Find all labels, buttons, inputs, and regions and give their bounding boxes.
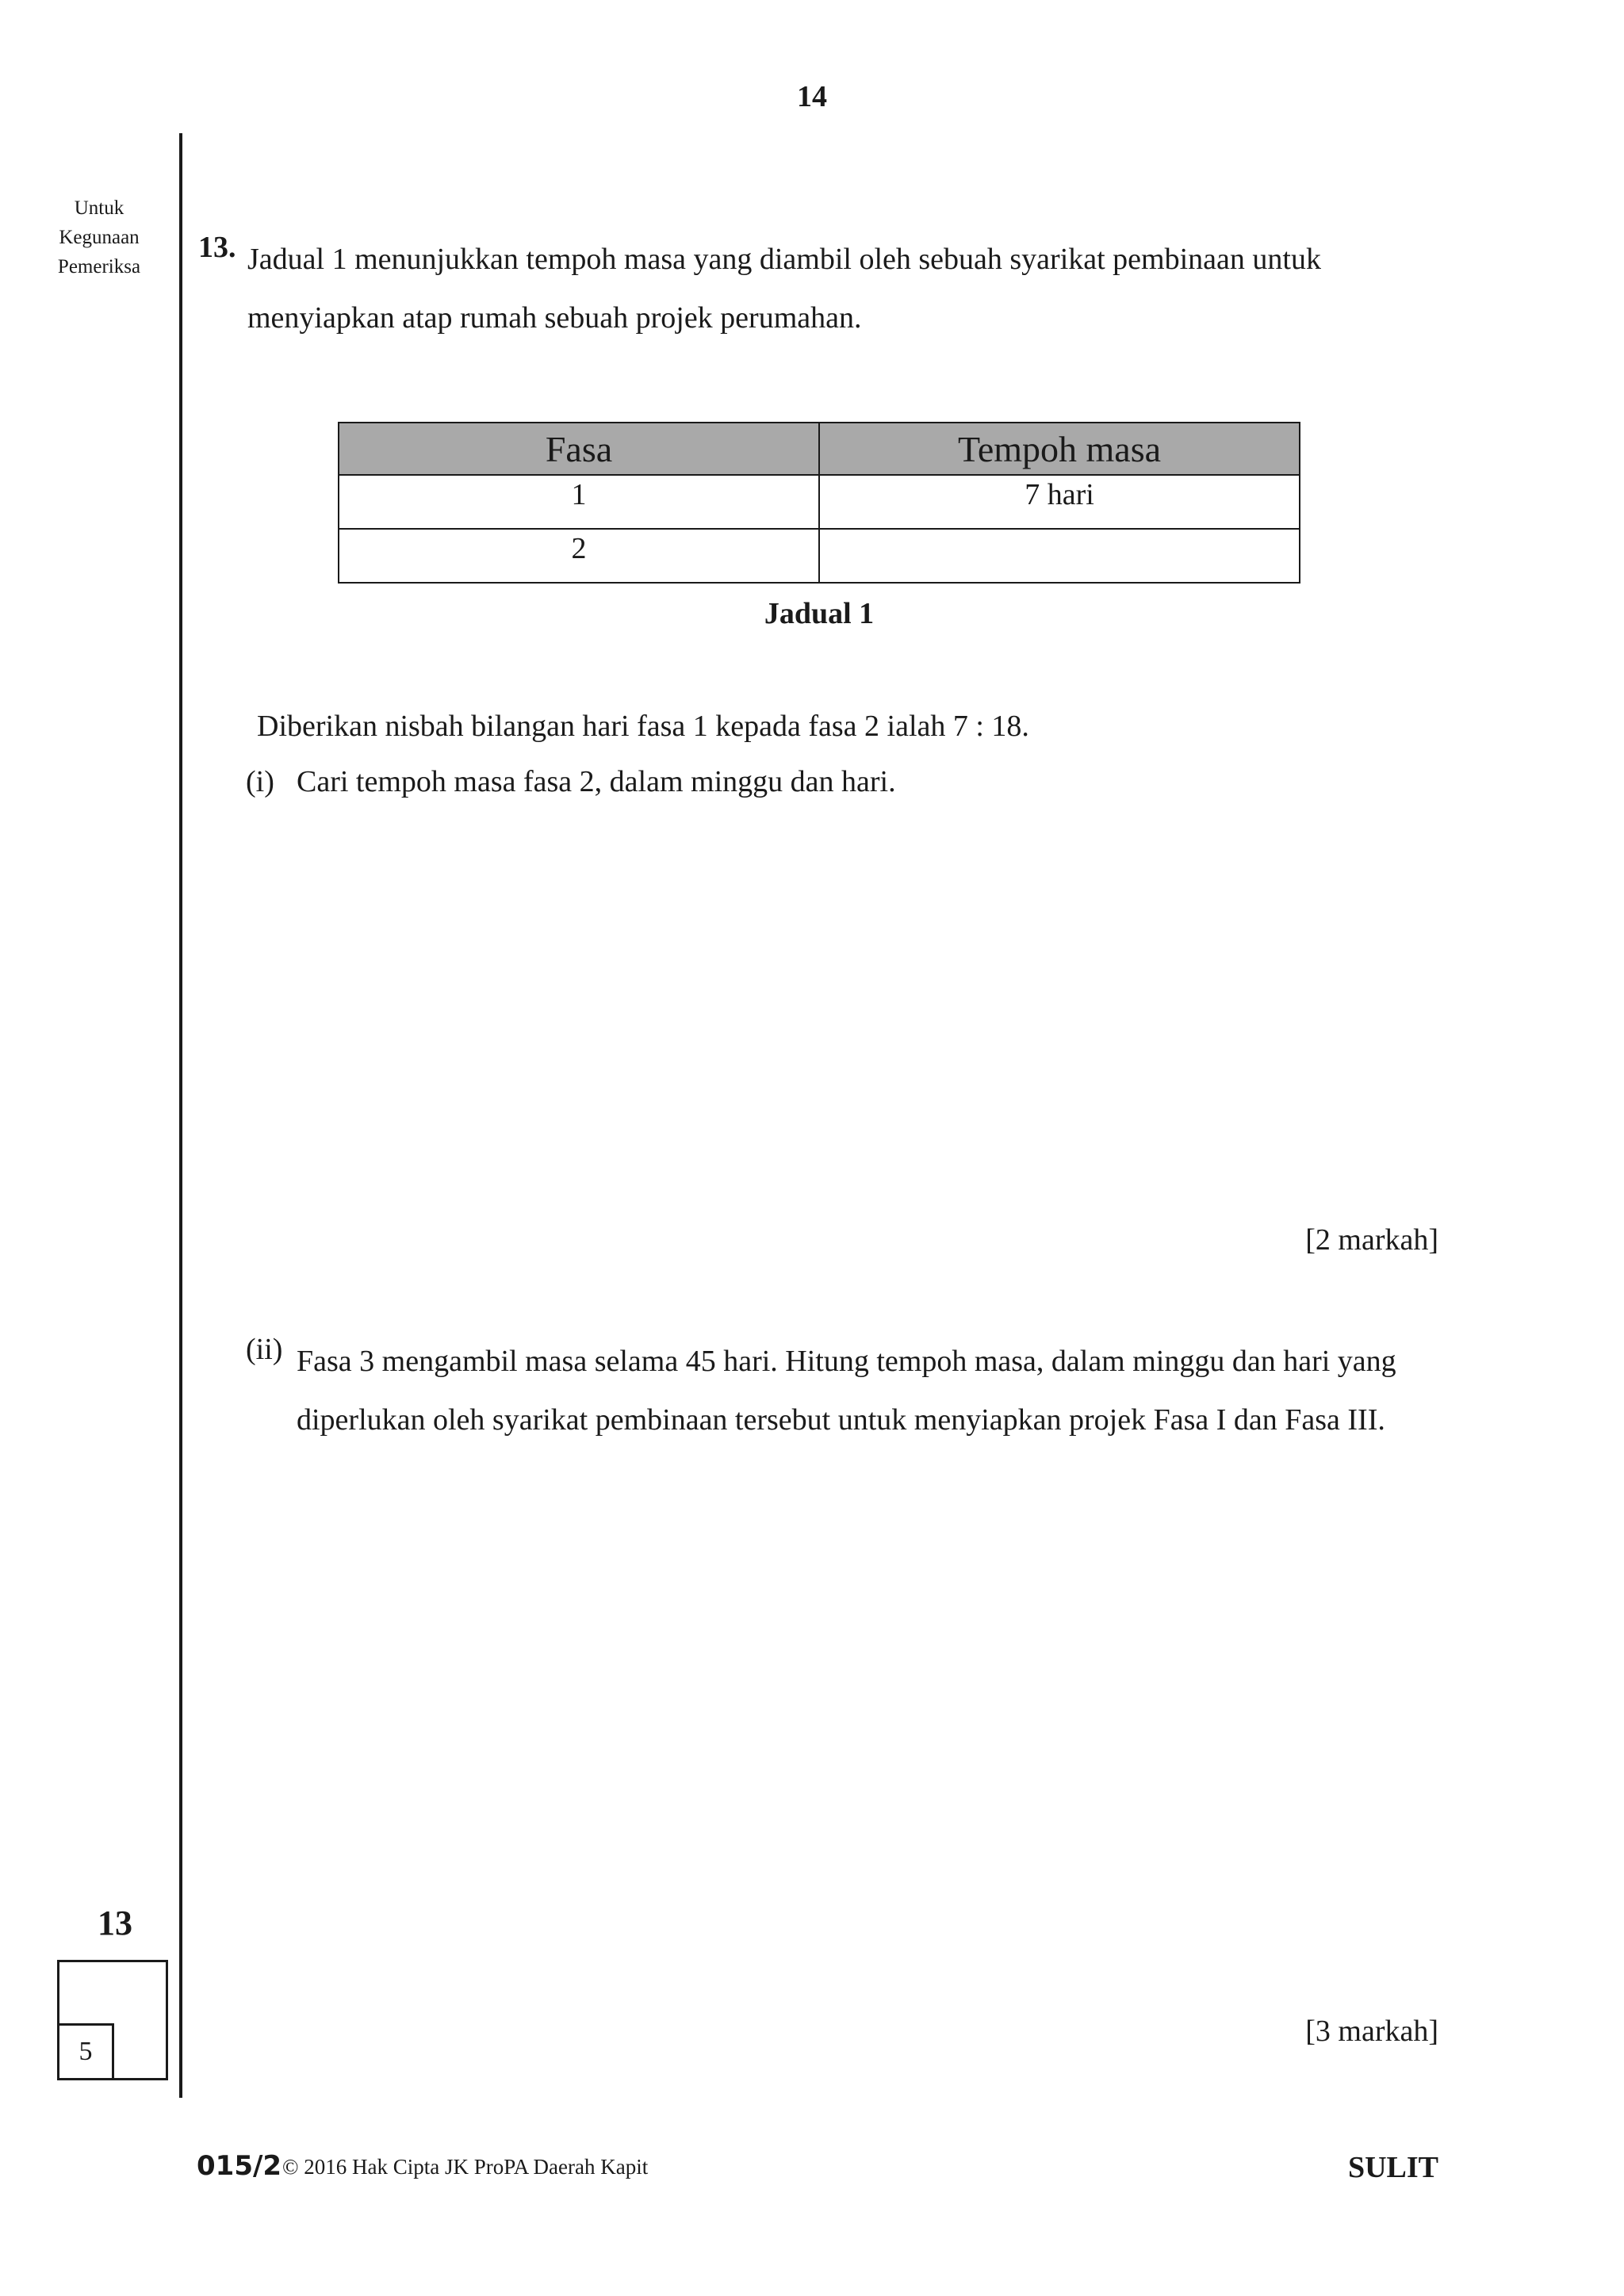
table-cell: 2 (339, 529, 819, 583)
part-ii-marks: [3 markah] (1305, 2015, 1438, 2048)
question-number: 13. (198, 231, 236, 264)
table-cell: 1 (339, 475, 819, 529)
margin-divider (179, 133, 182, 2098)
table-header-cell: Tempoh masa (819, 423, 1300, 475)
part-ii-text: Fasa 3 mengambil masa selama 45 hari. Hitung tempoh masa, dalam minggu dan hari yang diperlukan oleh syarikat pembinaan tersebut untuk menyiapkan projek Fasa I dan Fasa III. (297, 1345, 1396, 1437)
part-i-marks: [2 markah] (1305, 1223, 1438, 1257)
table-cell (819, 529, 1300, 583)
examiner-use-label (32, 193, 167, 281)
classification-label: SULIT (1347, 2151, 1438, 2184)
phase-duration-table (338, 422, 1300, 584)
table-header-cell: Fasa (339, 423, 819, 475)
given-statement: Diberikan nisbah bilangan hari fasa 1 kepada fasa 2 ialah 7 : 18. (257, 710, 1029, 743)
copyright-notice: © 2016 Hak Cipta JK ProPA Daerah Kapit (282, 2155, 649, 2179)
page-number: 14 (797, 80, 827, 113)
examiner-label-line: Untuk (74, 197, 124, 219)
table-row (339, 475, 1300, 529)
table-caption: Jadual 1 (764, 597, 875, 630)
table-header-row (339, 423, 1300, 475)
question-text: Jadual 1 menunjukkan tempoh masa yang diambil oleh sebuah syarikat pembinaan untuk menyiapkan atap rumah sebuah projek perumahan. (247, 243, 1321, 335)
table-cell: 7 hari (819, 475, 1300, 529)
total-marks-box: 5 (57, 2023, 114, 2080)
examiner-label-line: Kegunaan (59, 227, 140, 248)
part-i-label: (i) (246, 765, 274, 798)
part-ii-label: (ii) (246, 1333, 283, 1366)
examiner-label-line: Pemeriksa (57, 256, 141, 277)
table-row (339, 529, 1300, 583)
part-i-text: Cari tempoh masa fasa 2, dalam minggu dan hari. (297, 765, 896, 798)
score-question-number: 13 (98, 1904, 132, 1942)
paper-code: 015/2 (197, 2150, 282, 2182)
